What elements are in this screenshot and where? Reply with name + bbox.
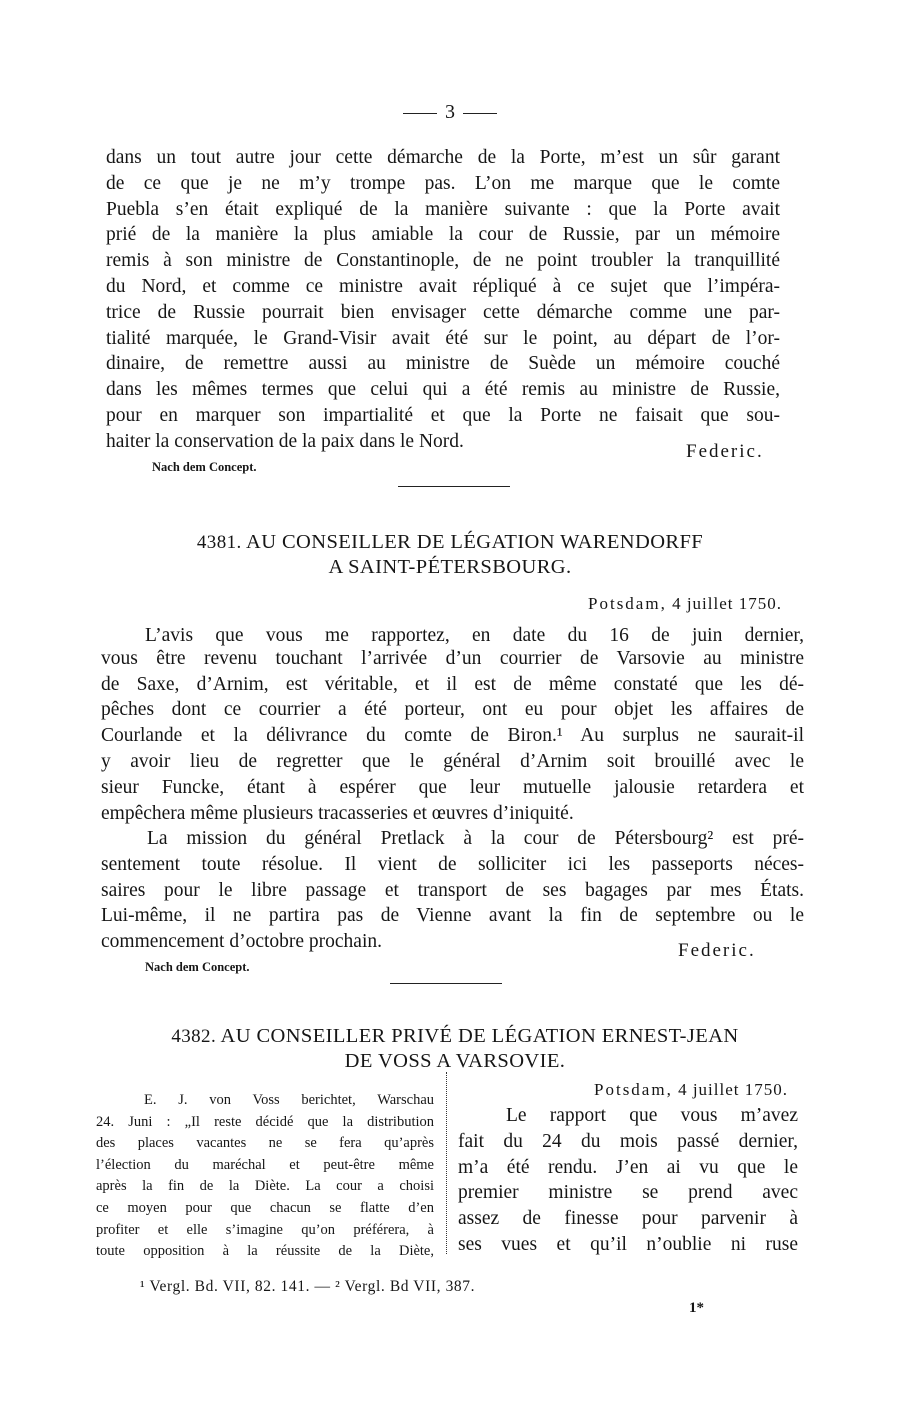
text-line: vous être revenu touchant l’arrivée d’un courrier de Varsovie au ministre <box>101 647 804 669</box>
text-line: La mission du général Pretlack à la cour de Pétersbourg² est pré- <box>147 828 804 849</box>
summary-line: après la fin de la Diète. La cour a choisi <box>96 1178 434 1195</box>
text-line: de ce que je ne m’y trompe pas. L’on me marque que le comte <box>106 172 780 194</box>
text-line: dans les mêmes termes que celui qui a été remis au ministre de Russie, <box>106 379 780 401</box>
text-line: pêches dont ce courrier a été porteur, ont eu pour objet les affaires de <box>101 699 804 721</box>
text-line: pour en marquer son impartialité et que la Porte ne faisait que sou- <box>106 404 780 426</box>
text-line: m’a été rendu. J’en ai vu que le <box>458 1156 798 1178</box>
date-place: Potsdam, <box>594 1080 673 1099</box>
text-line: Courlande et la délivrance du comte de Biron.¹ Au surplus ne saurait-il <box>101 725 804 747</box>
dateline <box>594 1080 788 1100</box>
text-line: prié de la manière la plus amiable la cour de Russie, par un mémoire <box>106 224 780 246</box>
letter-number: 4382. <box>171 1026 217 1047</box>
page-number-row <box>0 100 900 124</box>
summary-line: ce moyen pour que chacun se flatte d’en <box>96 1199 434 1216</box>
date-text: 4 juillet 1750. <box>678 1080 788 1099</box>
text-line: dans un tout autre jour cette démarche de la Porte, m’est un sûr garant <box>106 147 780 168</box>
text-line <box>101 620 804 646</box>
summary-line: E. J. von Voss berichtet, Warschau <box>144 1092 434 1108</box>
text-line: dinaire, de remettre aussi au ministre de Suède un mémoire couché <box>106 353 780 375</box>
text-line: y avoir lieu de regretter que le général d’Arnim soit brouillé avec le <box>101 750 804 772</box>
continuation-paragraph <box>106 145 780 455</box>
text-line: Lui-même, il ne partira pas de Vienne avant la fin de septembre ou le <box>101 905 804 927</box>
letter-paragraph <box>101 826 804 955</box>
letter-heading-4381 <box>100 530 800 580</box>
section-divider <box>398 486 510 487</box>
date-place: Potsdam, <box>588 594 667 613</box>
text-line: premier ministre se prend avec <box>458 1182 798 1204</box>
text-line: ses vues et qu’il n’oublie ni ruse <box>458 1233 798 1255</box>
signature: Federic. <box>686 441 764 462</box>
text-line: assez de finesse pour parvenir à <box>458 1208 798 1230</box>
page-number-dash-right <box>463 113 497 114</box>
summary-column <box>96 1090 434 1263</box>
text-line: de Saxe, d’Arnim, est véritable, et il est de même constaté que les dé- <box>101 673 804 695</box>
summary-line: toute opposition à la réussite de la Diète, <box>96 1243 434 1260</box>
letter-number: 4381. <box>196 532 242 553</box>
text-line: haiter la conservation de la paix dans le Nord. <box>106 430 464 452</box>
summary-line: l’élection du maréchal et peut-être même <box>96 1156 434 1173</box>
page-number-dash-left <box>403 113 437 114</box>
letter-text-column <box>458 1103 798 1258</box>
text-line: fait du 24 du mois passé dernier, <box>458 1130 798 1152</box>
text-line: du Nord, et comme ce ministre avait répliqué à ce sujet que l’impéra- <box>106 275 780 297</box>
text-line-content: L’avis que vous me rapportez, en date du 16 de juin dernier, <box>145 625 804 646</box>
heading-line: A SAINT-PÉTERSBOURG. <box>328 556 572 578</box>
text-line: trice de Russie pourrait bien envisager cette démarche comme une par- <box>106 301 780 323</box>
page-number: 3 <box>445 101 455 123</box>
heading-line <box>100 530 800 555</box>
summary-line: profiter et elle s’imagine qu’on préférera, à <box>96 1221 434 1238</box>
text-line: Le rapport que vous m’avez <box>506 1105 798 1126</box>
heading-line: DE VOSS A VARSOVIE. <box>344 1050 566 1072</box>
text-line: commencement d’octobre prochain. <box>101 931 383 953</box>
column-divider <box>446 1072 447 1254</box>
signature: Federic. <box>678 940 756 961</box>
source-note: Nach dem Concept. <box>152 460 257 474</box>
source-note: Nach dem Concept. <box>145 960 250 974</box>
text-line: sentement toute résolue. Il vient de solliciter ici les passeports néces- <box>101 853 804 875</box>
dateline <box>588 594 782 614</box>
text-line: sieur Funcke, étant à espérer que leur mutuelle jalousie retardera et <box>101 776 804 798</box>
heading-title: AU CONSEILLER PRIVÉ DE LÉGATION ERNEST-JEAN <box>220 1025 739 1047</box>
footnotes: ¹ Vergl. Bd. VII, 82. 141. — ² Vergl. Bd VII, 387. <box>140 1278 476 1295</box>
text-line: tialité marquée, le Grand-Visir avait été sur le point, au départ de l’or- <box>106 327 780 349</box>
text-line: remis à son ministre de Constantinople, de ne point troubler la tranquillité <box>106 250 780 272</box>
summary-line: 24. Juni : „Il reste décidé que la distribution <box>96 1113 434 1130</box>
signature-mark: 1* <box>689 1300 704 1316</box>
letter-heading-4382 <box>100 1024 810 1074</box>
text-line: saires pour le libre passage et transport de ses bagages par mes États. <box>101 879 804 901</box>
text-line: empêchera même plusieurs tracasseries et œuvres d’iniquité. <box>101 802 574 824</box>
date-text: 4 juillet 1750. <box>672 594 782 613</box>
text-line: Puebla s’en était expliqué de la manière suivante : que la Porte avait <box>106 198 780 220</box>
letter-paragraph <box>101 620 804 826</box>
heading-line <box>100 1024 810 1049</box>
section-divider <box>390 983 502 984</box>
summary-line: des places vacantes ne se fera qu’après <box>96 1135 434 1152</box>
heading-title: AU CONSEILLER DE LÉGATION WARENDORFF <box>246 531 704 553</box>
